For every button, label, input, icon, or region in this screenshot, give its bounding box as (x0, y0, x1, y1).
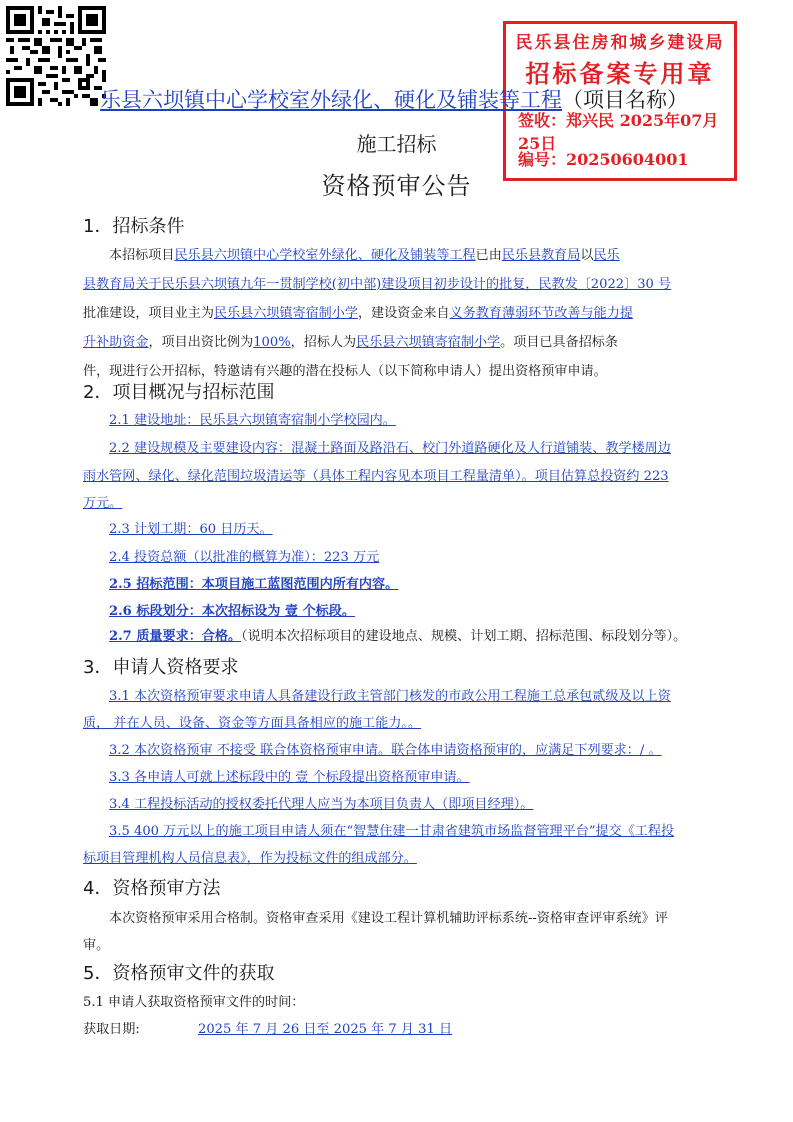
section-3-heading: 3．申请人资格要求 (83, 657, 239, 678)
method-line-1: 本次资格预审采用合格制。资格审查采用《建设工程计算机辅助评标系统--资格审查评审系统》评 (109, 911, 668, 926)
item-2-3[interactable]: 2.3 计划工期：60 日历天。 (109, 522, 273, 537)
section-4-heading: 4．资格预审方法 (83, 878, 221, 899)
s1-line-4: 升补助资金，项目出资比例为100%，招标人为民乐县六坝镇寄宿制小学。项目已具备招标条 (83, 335, 618, 350)
obtain-date-value: 2025 年 7 月 26 日至 2025 年 7 月 31 日 (198, 1022, 453, 1037)
item-2-2-line-2[interactable]: 雨水管网、绿化、绿化范围垃圾清运等（具体工程内容见本项目工程量清单）。项目估算总投资约 223 (83, 469, 669, 484)
s1-line-3: 批准建设，项目业主为民乐县六坝镇寄宿制小学，建设资金来自义务教育薄弱环节改善与能力提 (83, 306, 633, 321)
item-3-1-line-2[interactable]: 质， 并在人员、设备、资金等方面具备相应的施工能力。。 (83, 716, 422, 731)
project-name-link[interactable]: 乐县六坝镇中心学校室外绿化、硬化及铺装等工程 (100, 88, 562, 112)
item-2-7: 2.7 质量要求：合格。（说明本次招标项目的建设地点、规模、计划工期、招标范围、标段划分等）。 (109, 629, 687, 644)
item-5-1: 5.1 申请人获取资格预审文件的时间： (83, 995, 305, 1010)
item-3-5-line-1[interactable]: 3.5 400 万元以上的施工项目申请人须在“智慧住建一甘肃省建筑市场监督管理平台”提交《工程投 (109, 824, 675, 839)
item-3-3[interactable]: 3.3 各申请人可就上述标段中的 壹 个标段提出资格预审申请。 (109, 770, 470, 785)
item-2-5[interactable]: 2.5 招标范围：本项目施工蓝图范围内所有内容。 (109, 577, 399, 592)
doc-subtitle: 施工招标 (356, 132, 437, 156)
item-2-4[interactable]: 2.4 投资总额（以批准的概算为准）：223 万元 (109, 550, 380, 565)
item-3-4[interactable]: 3.4 工程投标活动的授权委托代理人应当为本项目负责人（即项目经理）。 (109, 797, 534, 812)
obtain-date-label: 获取日期: (83, 1022, 140, 1037)
section-1-body (83, 241, 715, 386)
item-2-2-line-1[interactable]: 2.2 建设规模及主要建设内容：混凝土路面及路沿石、校门外道路硬化及人行道铺装、教学楼周边 (109, 441, 671, 456)
stamp-signature: 签收：郑兴民 2025年07月25日 (518, 111, 719, 153)
item-2-1[interactable]: 2.1 建设地址：民乐县六坝镇寄宿制小学校园内。 (109, 413, 396, 428)
item-3-1-line-1[interactable]: 3.1 本次资格预审要求申请人具备建设行政主管部门核发的市政公用工程施工总承包贰级及以上资 (109, 689, 671, 704)
qr-code-icon (6, 6, 106, 106)
method-line-2: 审。 (83, 938, 110, 953)
s1-line-5: 件，现进行公开招标，特邀请有兴趣的潜在投标人（以下简称申请人）提出资格预审申请。 (83, 364, 607, 379)
s1-line-1: 本招标项目民乐县六坝镇中心学校室外绿化、硬化及铺装等工程已由民乐县教育局以民乐 (109, 248, 620, 263)
section-1-heading: 1．招标条件 (83, 216, 185, 237)
stamp-seal-text: 招标备案专用章 (525, 60, 715, 88)
s1-line-2: 县教育局关于民乐县六坝镇九年一贯制学校(初中部)建设项目初步设计的批复，民教发〔2022〕30 号 (83, 277, 672, 292)
item-2-6[interactable]: 2.6 标段划分：本次招标设为 壹 个标段。 (109, 604, 355, 619)
stamp-org: 民乐县住房和城乡建设局 (515, 33, 725, 53)
section-5-heading: 5．资格预审文件的获取 (83, 963, 275, 984)
item-3-5-line-2[interactable]: 标项目管理机构人员信息表》，作为投标文件的组成部分。 (83, 851, 417, 866)
project-title (100, 84, 688, 114)
doc-title: 资格预审公告 (321, 172, 472, 200)
project-name-suffix: （项目名称） (562, 88, 688, 112)
item-2-2-line-3[interactable]: 万元。 (83, 496, 123, 511)
stamp-number: 编号：20250604001 (518, 150, 689, 169)
section-2-heading: 2．项目概况与招标范围 (83, 382, 275, 403)
item-3-2[interactable]: 3.2 本次资格预审 不接受 联合体资格预审申请。联合体申请资格预审的，应满足下列要求：/ 。 (109, 743, 662, 758)
